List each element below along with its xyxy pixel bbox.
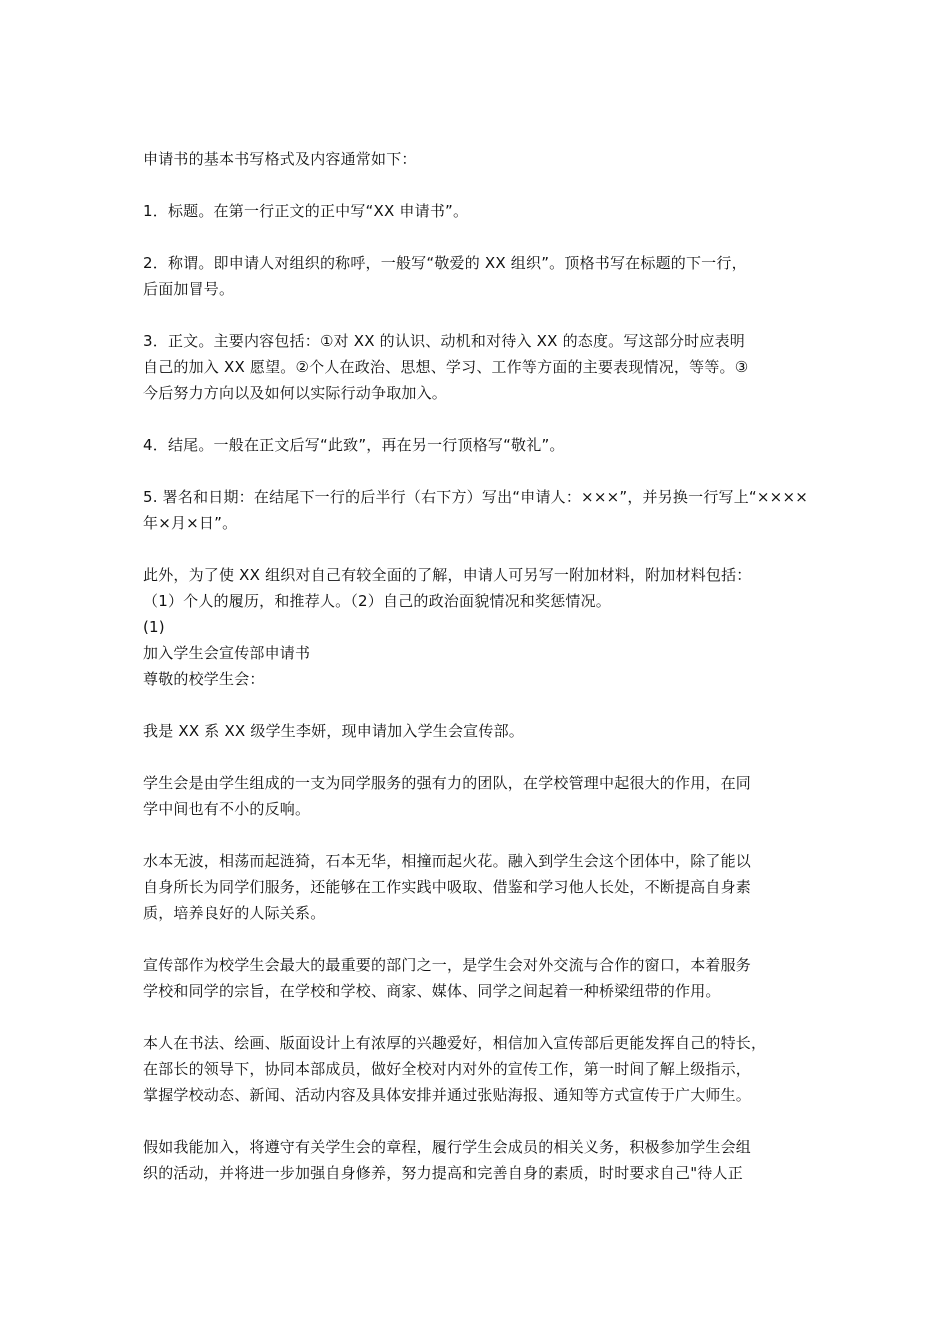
sample-number	[143, 614, 813, 640]
item-line: 自己的加入 XX 愿望。②个人在政治、思想、学习、工作等方面的主要表现情况，等等。③	[143, 358, 749, 376]
body-line: 水本无波，相荡而起涟猗，石本无华，相撞而起火花。融入到学生会这个团体中，除了能以	[143, 852, 752, 870]
salutation	[143, 666, 813, 692]
body-line: 本人在书法、绘画、版面设计上有浓厚的兴趣爱好，相信加入宣传部后更能发挥自己的特长，	[143, 1034, 767, 1052]
body-paragraph	[143, 718, 813, 744]
item-line: 3．正文。主要内容包括：①对 XX 的认识、动机和对待入 XX 的态度。写这部分时应表明	[143, 332, 745, 350]
body-line: 学校和同学的宗旨，在学校和学校、商家、媒体、同学之间起着一种桥梁纽带的作用。	[143, 982, 721, 1000]
body-line: 我是 XX 系 XX 级学生李妍，现申请加入学生会宣传部。	[143, 722, 524, 740]
item-salutation	[143, 250, 813, 302]
body-line: 宣传部作为校学生会最大的最重要的部门之一，是学生会对外交流与合作的窗口，本着服务	[143, 956, 752, 974]
body-line: 织的活动，并将进一步加强自身修养，努力提高和完善自身的素质，时时要求自己"待人正	[143, 1164, 743, 1182]
item-line: 后面加冒号。	[143, 280, 235, 298]
body-paragraph	[143, 952, 813, 1004]
body-line: 掌握学校动态、新闻、活动内容及具体安排并通过张贴海报、通知等方式宣传于广大师生。	[143, 1086, 752, 1104]
document-body	[143, 146, 813, 1212]
item-line: 2．称谓。即申请人对组织的称呼，一般写“敬爱的 XX 组织”。顶格书写在标题的下一行，	[143, 254, 747, 272]
item-line: 今后努力方向以及如何以实际行动争取加入。	[143, 384, 448, 402]
body-paragraph	[143, 1134, 813, 1186]
item-title	[143, 198, 813, 224]
body-paragraph	[143, 770, 813, 822]
item-line: 5. 署名和日期：在结尾下一行的后半行（右下方）写出“申请人：×××”，并另换一行写上“××××	[143, 488, 808, 506]
body-line: 在部长的领导下，协同本部成员，做好全校对内对外的宣传工作，第一时间了解上级指示，	[143, 1060, 752, 1078]
item-ending	[143, 432, 813, 458]
sample-title	[143, 640, 813, 666]
body-line: 假如我能加入，将遵守有关学生会的章程，履行学生会成员的相关义务，积极参加学生会组	[143, 1138, 752, 1156]
item-line: 1．标题。在第一行正文的正中写“XX 申请书”。	[143, 202, 469, 220]
body-line: 自身所长为同学们服务，还能够在工作实践中吸取、借鉴和学习他人长处，不断提高自身素	[143, 878, 752, 896]
sample-title-text: 加入学生会宣传部申请书	[143, 644, 311, 662]
intro-line: 申请书的基本书写格式及内容通常如下：	[143, 150, 417, 168]
extra-paragraph	[143, 562, 813, 614]
body-line: 学中间也有不小的反响。	[143, 800, 311, 818]
body-paragraph	[143, 1030, 813, 1108]
body-line: 学生会是由学生组成的一支为同学服务的强有力的团队，在学校管理中起很大的作用，在同	[143, 774, 752, 792]
salutation-text: 尊敬的校学生会：	[143, 670, 265, 688]
item-line: 4．结尾。一般在正文后写“此致”，再在另一行顶格写“敬礼”。	[143, 436, 565, 454]
extra-line: （1）个人的履历，和推荐人。（2）自己的政治面貌情况和奖惩情况。	[143, 592, 611, 610]
body-line: 质，培养良好的人际关系。	[143, 904, 326, 922]
extra-line: 此外，为了使 XX 组织对自己有较全面的了解，申请人可另写一附加材料，附加材料包括：	[143, 566, 752, 584]
item-signature	[143, 484, 813, 536]
sample-number-text: (1)	[143, 618, 165, 636]
intro-paragraph	[143, 146, 813, 172]
body-paragraph	[143, 848, 813, 926]
item-body	[143, 328, 813, 406]
item-line: 年×月×日”。	[143, 514, 238, 532]
